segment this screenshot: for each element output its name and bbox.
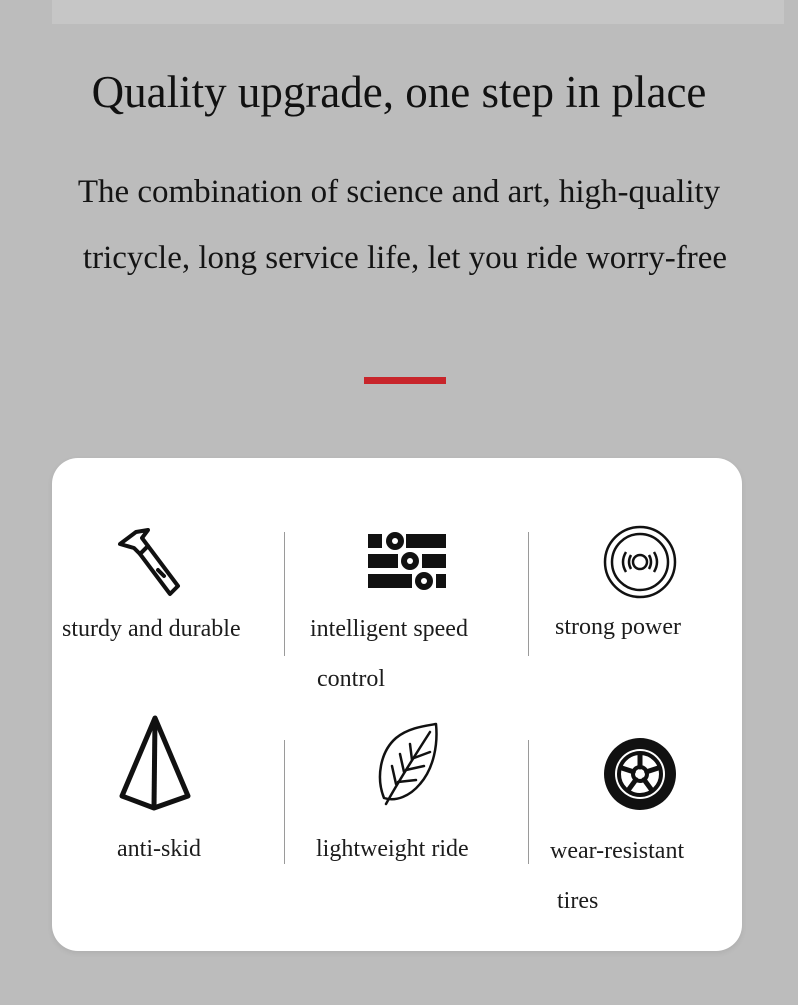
feature-label-sturdy: sturdy and durable <box>62 616 241 642</box>
subheadline-line-2: tricycle, long service life, let you ride worry-free <box>82 240 728 276</box>
cone-icon <box>118 714 192 812</box>
column-divider <box>528 740 529 864</box>
feature-label-speed-line-1: intelligent speed <box>310 616 468 642</box>
page-title: Quality upgrade, one step in place <box>91 67 707 117</box>
column-divider <box>528 532 529 656</box>
feature-card <box>52 458 742 951</box>
feature-label-lightweight: lightweight ride <box>316 836 469 862</box>
feature-label-tires-line-1: wear-resistant <box>550 838 685 864</box>
accent-divider <box>364 377 446 384</box>
feature-label-power: strong power <box>555 614 681 640</box>
speaker-icon <box>602 524 678 600</box>
subheadline-line-1: The combination of science and art, high-quality <box>77 174 721 210</box>
feature-label-anti-skid: anti-skid <box>117 836 201 862</box>
speed-control-icon <box>368 532 446 590</box>
tire-icon <box>602 736 678 812</box>
column-divider <box>284 740 285 864</box>
top-strip <box>52 0 784 24</box>
feature-label-tires-line-2: tires <box>557 888 599 914</box>
feature-label-speed-line-2: control <box>317 666 385 692</box>
column-divider <box>284 532 285 656</box>
leaf-icon <box>374 722 440 806</box>
hammer-icon <box>114 524 184 598</box>
